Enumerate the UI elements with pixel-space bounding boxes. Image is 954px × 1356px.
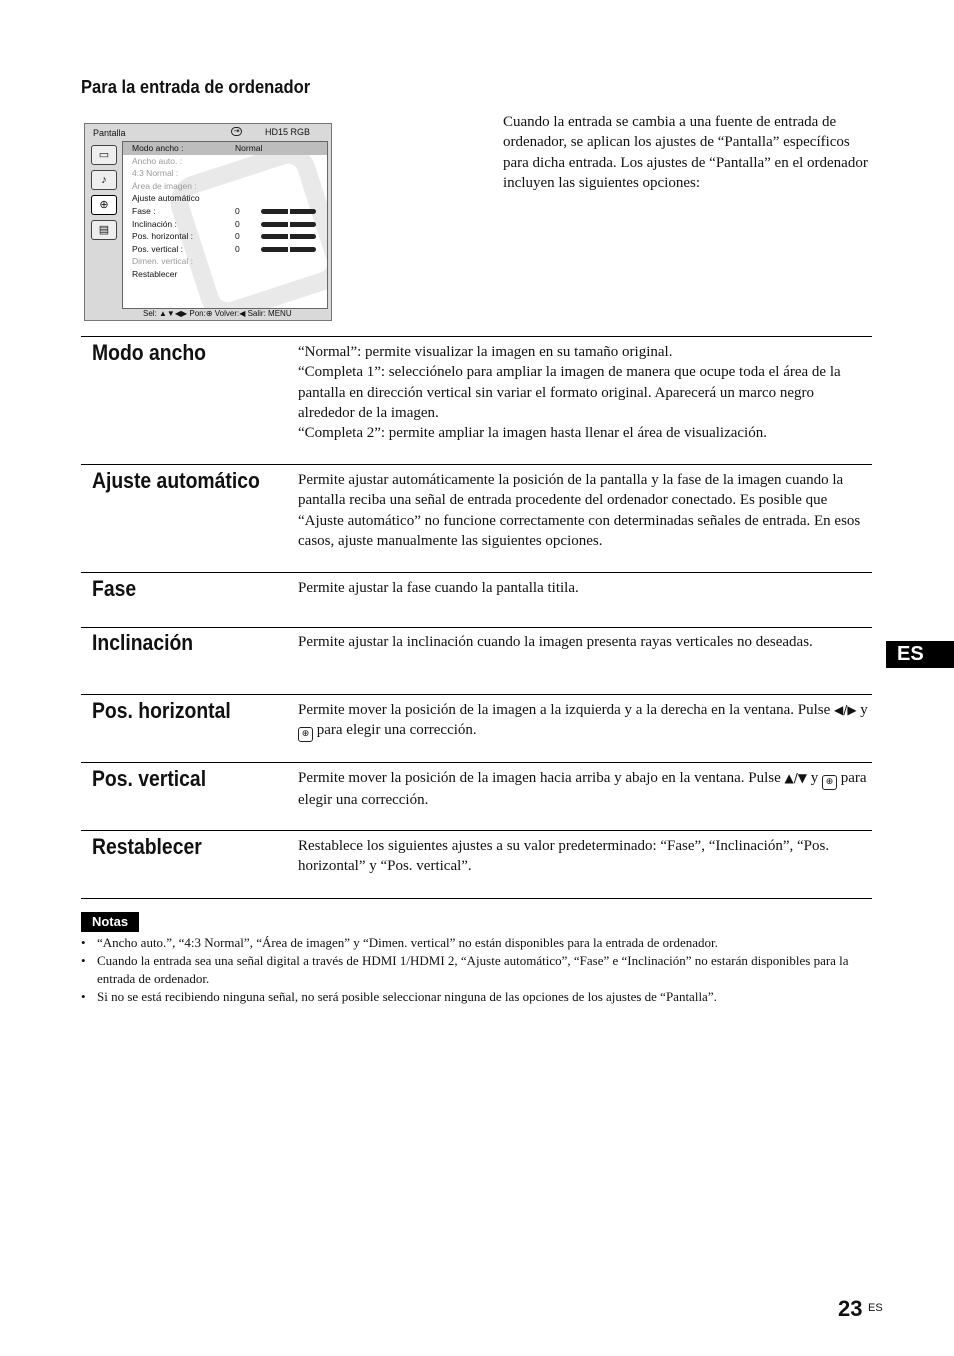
input-icon: ⇥ [231, 127, 242, 136]
osd-tabs [89, 142, 121, 245]
left-right-arrows-icon: ◀/▶ [834, 703, 857, 717]
page-suffix: ES [868, 1302, 883, 1314]
note-item: • “Ancho auto.”, “4:3 Normal”, “Área de imagen” y “Dimen. vertical” no están disponibles para la entrada de ordenador. [81, 934, 881, 952]
osd-row-pos-horizontal: Pos. horizontal : 0 [123, 230, 327, 243]
term-modo-ancho: Modo ancho [92, 340, 207, 365]
term-pos-horizontal: Pos. horizontal [92, 698, 231, 723]
enter-button-icon: ⊕ [298, 727, 313, 742]
divider [81, 762, 872, 763]
desc-pos-vertical: Permite mover la posición de la imagen hacia arriba y abajo en la ventana. Pulse ▲/▼ y ⊕ para elegir una corrección. [298, 770, 867, 808]
osd-row-area-imagen: Área de imagen : [132, 180, 197, 191]
osd-screen [84, 123, 332, 321]
divider [81, 464, 872, 465]
section-heading: Para la entrada de ordenador [81, 77, 311, 97]
osd-row-ancho-auto: Ancho auto. : [132, 155, 183, 166]
screen-icon: ⊕ [91, 195, 117, 215]
desc-pos-horizontal: Permite mover la posición de la imagen a la izquierda y a la derecha en la ventana. Pulse ◀/▶ y ⊕ para elegir una corrección. [298, 700, 874, 742]
divider [81, 694, 872, 695]
notes-label: Notas [81, 912, 139, 932]
term-restablecer: Restablecer [92, 834, 202, 859]
term-inclinacion: Inclinación [92, 630, 194, 655]
desc-ajuste-automatico: Permite ajustar automáticamente la posición de la pantalla y la fase de la imagen cuando la pantalla reciba una señal de entrada procedente del ordenador conectado. Es posible que “Ajuste automático” no funcione correctamente con determinadas señales de entrada. En esos casos, ajuste manualmente las siguientes opciones. [298, 472, 861, 549]
term-ajuste-automatico: Ajuste automático [92, 468, 260, 493]
osd-input-label: HD15 RGB [265, 127, 311, 137]
osd-footer: Sel: ▲▼◀▶ Pon:⊕ Volver:◀ Salir: MENU [143, 309, 292, 318]
up-down-arrows-icon: ▲/▼ [784, 771, 807, 785]
osd-row-43-normal: 4:3 Normal : [132, 168, 179, 179]
setup-icon: ▤ [91, 220, 117, 240]
osd-row-modo-ancho: Modo ancho : Normal [123, 142, 327, 155]
divider [81, 572, 872, 573]
language-tab: ES [886, 641, 954, 668]
term-fase: Fase [92, 576, 137, 601]
osd-title: Pantalla [93, 128, 126, 138]
term-pos-vertical: Pos. vertical [92, 766, 207, 791]
divider [81, 336, 872, 337]
osd-menu-panel [122, 141, 328, 309]
osd-row-restablecer: Restablecer [132, 268, 178, 279]
divider [81, 627, 872, 628]
note-item: • Si no se está recibiendo ninguna señal, no será posible seleccionar ninguna de las opciones de los ajustes de “Pantalla”. [81, 988, 881, 1006]
divider [81, 830, 872, 831]
osd-row-fase: Fase : 0 [123, 205, 327, 218]
note-item: • Cuando la entrada sea una señal digital a través de HDMI 1/HDMI 2, “Ajuste automático”, “Fase” e “Inclinación” no estarán disponibles para la entrada de ordenador. [81, 952, 881, 988]
osd-slider [261, 247, 316, 252]
desc-fase: Permite ajustar la fase cuando la pantalla titila. [298, 580, 579, 596]
picture-icon: ▭ [91, 145, 117, 165]
osd-row-pos-vertical: Pos. vertical : 0 [123, 243, 327, 256]
osd-row-ajuste-automatico: Ajuste automático [132, 193, 200, 204]
divider [81, 898, 872, 899]
desc-inclinacion: Permite ajustar la inclinación cuando la imagen presenta rayas verticales no deseadas. [298, 634, 813, 650]
page-number: 23 [838, 1296, 863, 1321]
desc-modo-ancho: “Normal”: permite visualizar la imagen en su tamaño original. “Completa 1”: selecciónelo para ampliar la imagen de manera que ocupe toda el área de la pantalla en dirección vertical sin variar el formato original. Aparecerá un marco negro alrededor de la imagen. “Completa 2”: permite ampliar la imagen hasta llenar el área de visualización. [298, 344, 841, 442]
notes-list [81, 934, 881, 1006]
intro-text: Cuando la entrada se cambia a una fuente de entrada de ordenador, se aplican los ajustes de “Pantalla” específicos para dicha entrada. Los ajustes de “Pantalla” en el ordenador incluyen las siguientes opciones: [503, 114, 868, 191]
osd-row-dimen-vertical: Dimen. vertical : [132, 256, 193, 267]
osd-slider [261, 209, 316, 214]
osd-slider [261, 222, 316, 227]
enter-button-icon: ⊕ [822, 775, 837, 790]
sound-icon: ♪ [91, 170, 117, 190]
desc-restablecer: Restablece los siguientes ajustes a su valor predeterminado: “Fase”, “Inclinación”, “Pos. horizontal” y “Pos. vertical”. [298, 838, 830, 875]
osd-slider [261, 234, 316, 239]
osd-row-inclinacion: Inclinación : 0 [123, 218, 327, 231]
